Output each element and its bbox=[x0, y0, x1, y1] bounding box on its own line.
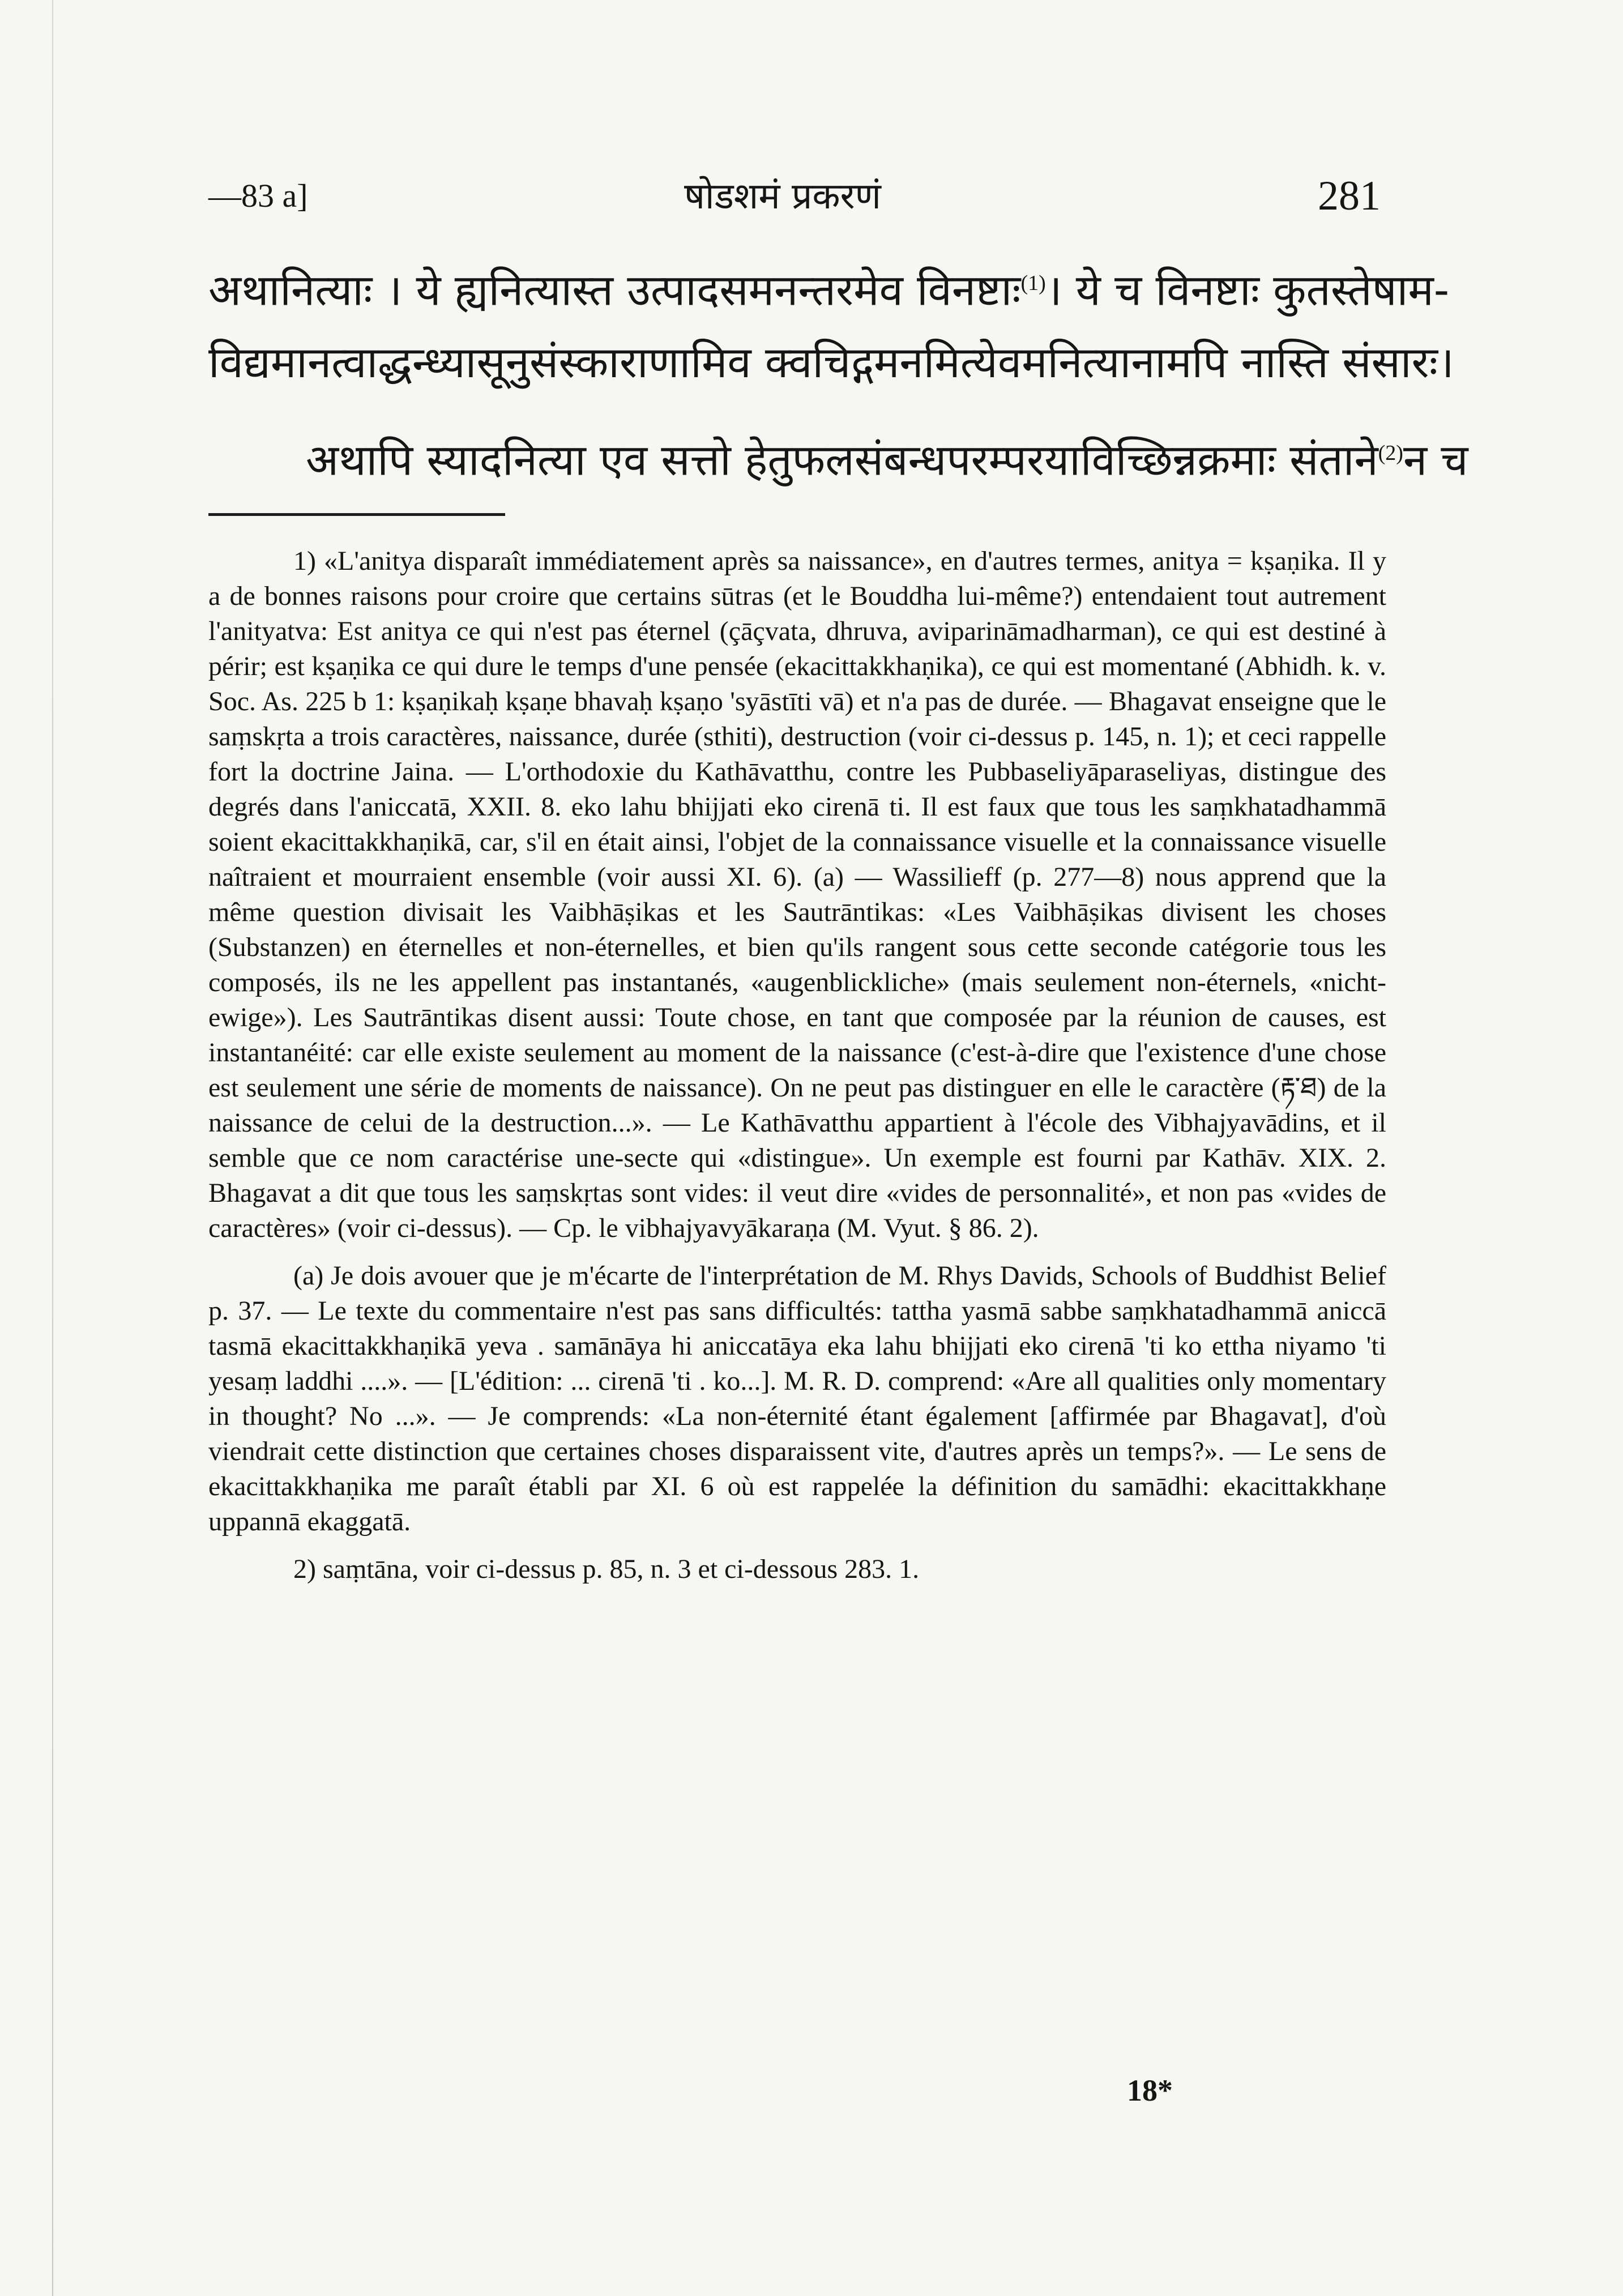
sanskrit-text: अथानित्याः । ये ह्यनित्यास्त उत्पादसमनन्तरमेव विनष्टाः bbox=[208, 264, 1021, 315]
sanskrit-line-1 bbox=[208, 255, 1450, 318]
sanskrit-line-3 bbox=[306, 425, 1468, 488]
header-chapter-title: षोडशमं प्रकरणं bbox=[684, 176, 881, 217]
sanskrit-text: । ये च विनष्टाः कुतस्तेषाम- bbox=[1045, 264, 1450, 315]
sanskrit-text: विद्यमानत्वाद्धन्ध्यासूनुसंस्काराणामिव क्वचिद्गमनमित्येवमनित्यानामपि नास्ति संसारः। bbox=[208, 337, 1454, 387]
sanskrit-text: न च bbox=[1403, 434, 1468, 485]
header-section-ref: —83 a] bbox=[208, 177, 308, 214]
running-header bbox=[208, 170, 1381, 238]
page-number: 281 bbox=[1318, 173, 1381, 219]
footnote-a: (a) Je dois avouer que je m'écarte de l'interprétation de M. Rhys Davids, Schools of Buddhist Belief p. 37. — Le texte du commentaire n'est pas sans difficultés: tattha yasmā sabbe saṃkhatadhammā aniccā tasmā ekacittakkhaṇikā yeva . samānāya hi aniccatāya eka lahu bhijjati eko cirenā 'ti ko ettha niyamo 'ti yesaṃ laddhi ....». — [L'édition: ... cirenā 'ti . ko...]. M. R. D. comprend: «Are all qualities only momentary in thought? No ...». — Je comprends: «La non-éternité étant également [affirmée par Bhagavat], d'où viendrait cette distinction que certaines choses disparaissent vite, d'autres après un temps?». — Le sens de ekacittakkhaṇika me paraît établi par XI. 6 où est rappelée la définition du samādhi: ekacittakkhaṇe uppannā ekaggatā. bbox=[208, 1261, 1386, 1537]
printer-signature: 18* bbox=[1127, 2073, 1173, 2107]
sanskrit-text: अथापि स्यादनित्या एव सत्तो हेतुफलसंबन्धपरम्परयाविच्छिन्नक्रमाः संताने bbox=[306, 434, 1378, 485]
footnote-mark: (2) bbox=[1378, 441, 1403, 465]
scan-margin-line bbox=[52, 0, 53, 2296]
footnotes bbox=[208, 544, 1386, 1587]
footnote-2: 2) saṃtāna, voir ci-dessus p. 85, n. 3 et ci-dessous 283. 1. bbox=[293, 1554, 920, 1584]
sanskrit-line-2 bbox=[208, 334, 1454, 391]
footnote-separator bbox=[208, 513, 505, 516]
footnote-1: 1) «L'anitya disparaît immédiatement après sa naissance», en d'autres termes, anitya = kṣaṇika. Il y a de bonnes raisons pour croire que certains sūtras (et le Bouddha lui-même?) entendaient tout autrement l'anityatva: Est anitya ce qui n'est pas éternel (çāçvata, dhruva, aviparināmadharman), ce qui est destiné à périr; est kṣaṇika ce qui dure le temps d'une pensée (ekacittakkhaṇika), ce qui est momentané (Abhidh. k. v. Soc. As. 225 b 1: kṣaṇikaḥ kṣaṇe bhavaḥ kṣaṇo 'syāstīti vā) et n'a pas de durée. — Bhagavat enseigne que le saṃskṛta a trois caractères, naissance, durée (sthiti), destruction (voir ci-dessus p. 145, n. 1); et ceci rappelle fort la doctrine Jaina. — L'orthodoxie du Kathāvatthu, contre les Pubbaseliyāparaseliyas, distingue des degrés dans l'aniccatā, XXII. 8. eko lahu bhijjati eko cirenā ti. Il est faux que tous les saṃkhatadhammā soient ekacittakkhaṇikā, car, s'il en était ainsi, l'objet de la connaissance visuelle et la connaissance visuelle naîtraient et mourraient ensemble (voir aussi XI. 6). (a) — Wassilieff (p. 277—8) nous apprend que la même question divisait les Vaibhāṣikas et les Sautrāntikas: «Les Vaibhāṣikas divisent les choses (Substanzen) en éternelles et non-éternelles, et bien qu'ils rangent sous cette seconde catégorie tous les composés, ils ne les appellent pas instantanés, «augenblickliche» (mais seulement non-éternels, «nicht-ewige»). Les Sautrāntikas disent aussi: Toute chose, en tant que composée par la réunion de causes, est instantanéité: car elle existe seulement au moment de la naissance (c'est-à-dire que l'existence d'une chose est seulement une série de moments de naissance). On ne peut pas distinguer en elle le caractère (རྟ་ཐ) de la naissance de celui de la destruction...». — Le Kathāvatthu appartient à l'école des Vibhajyavādins, et il semble que ce nom caractérise une-secte qui «distingue». Un exemple est fourni par Kathāv. XIX. 2. Bhagavat a dit que tous les saṃskṛtas sont vides: il veut dire «vides de personnalité», et non pas «vides de caractères» (voir ci-dessus). — Cp. le vibhajyavyākaraṇa (M. Vyut. § 86. 2). bbox=[208, 546, 1386, 1243]
footnote-mark: (1) bbox=[1020, 271, 1046, 295]
